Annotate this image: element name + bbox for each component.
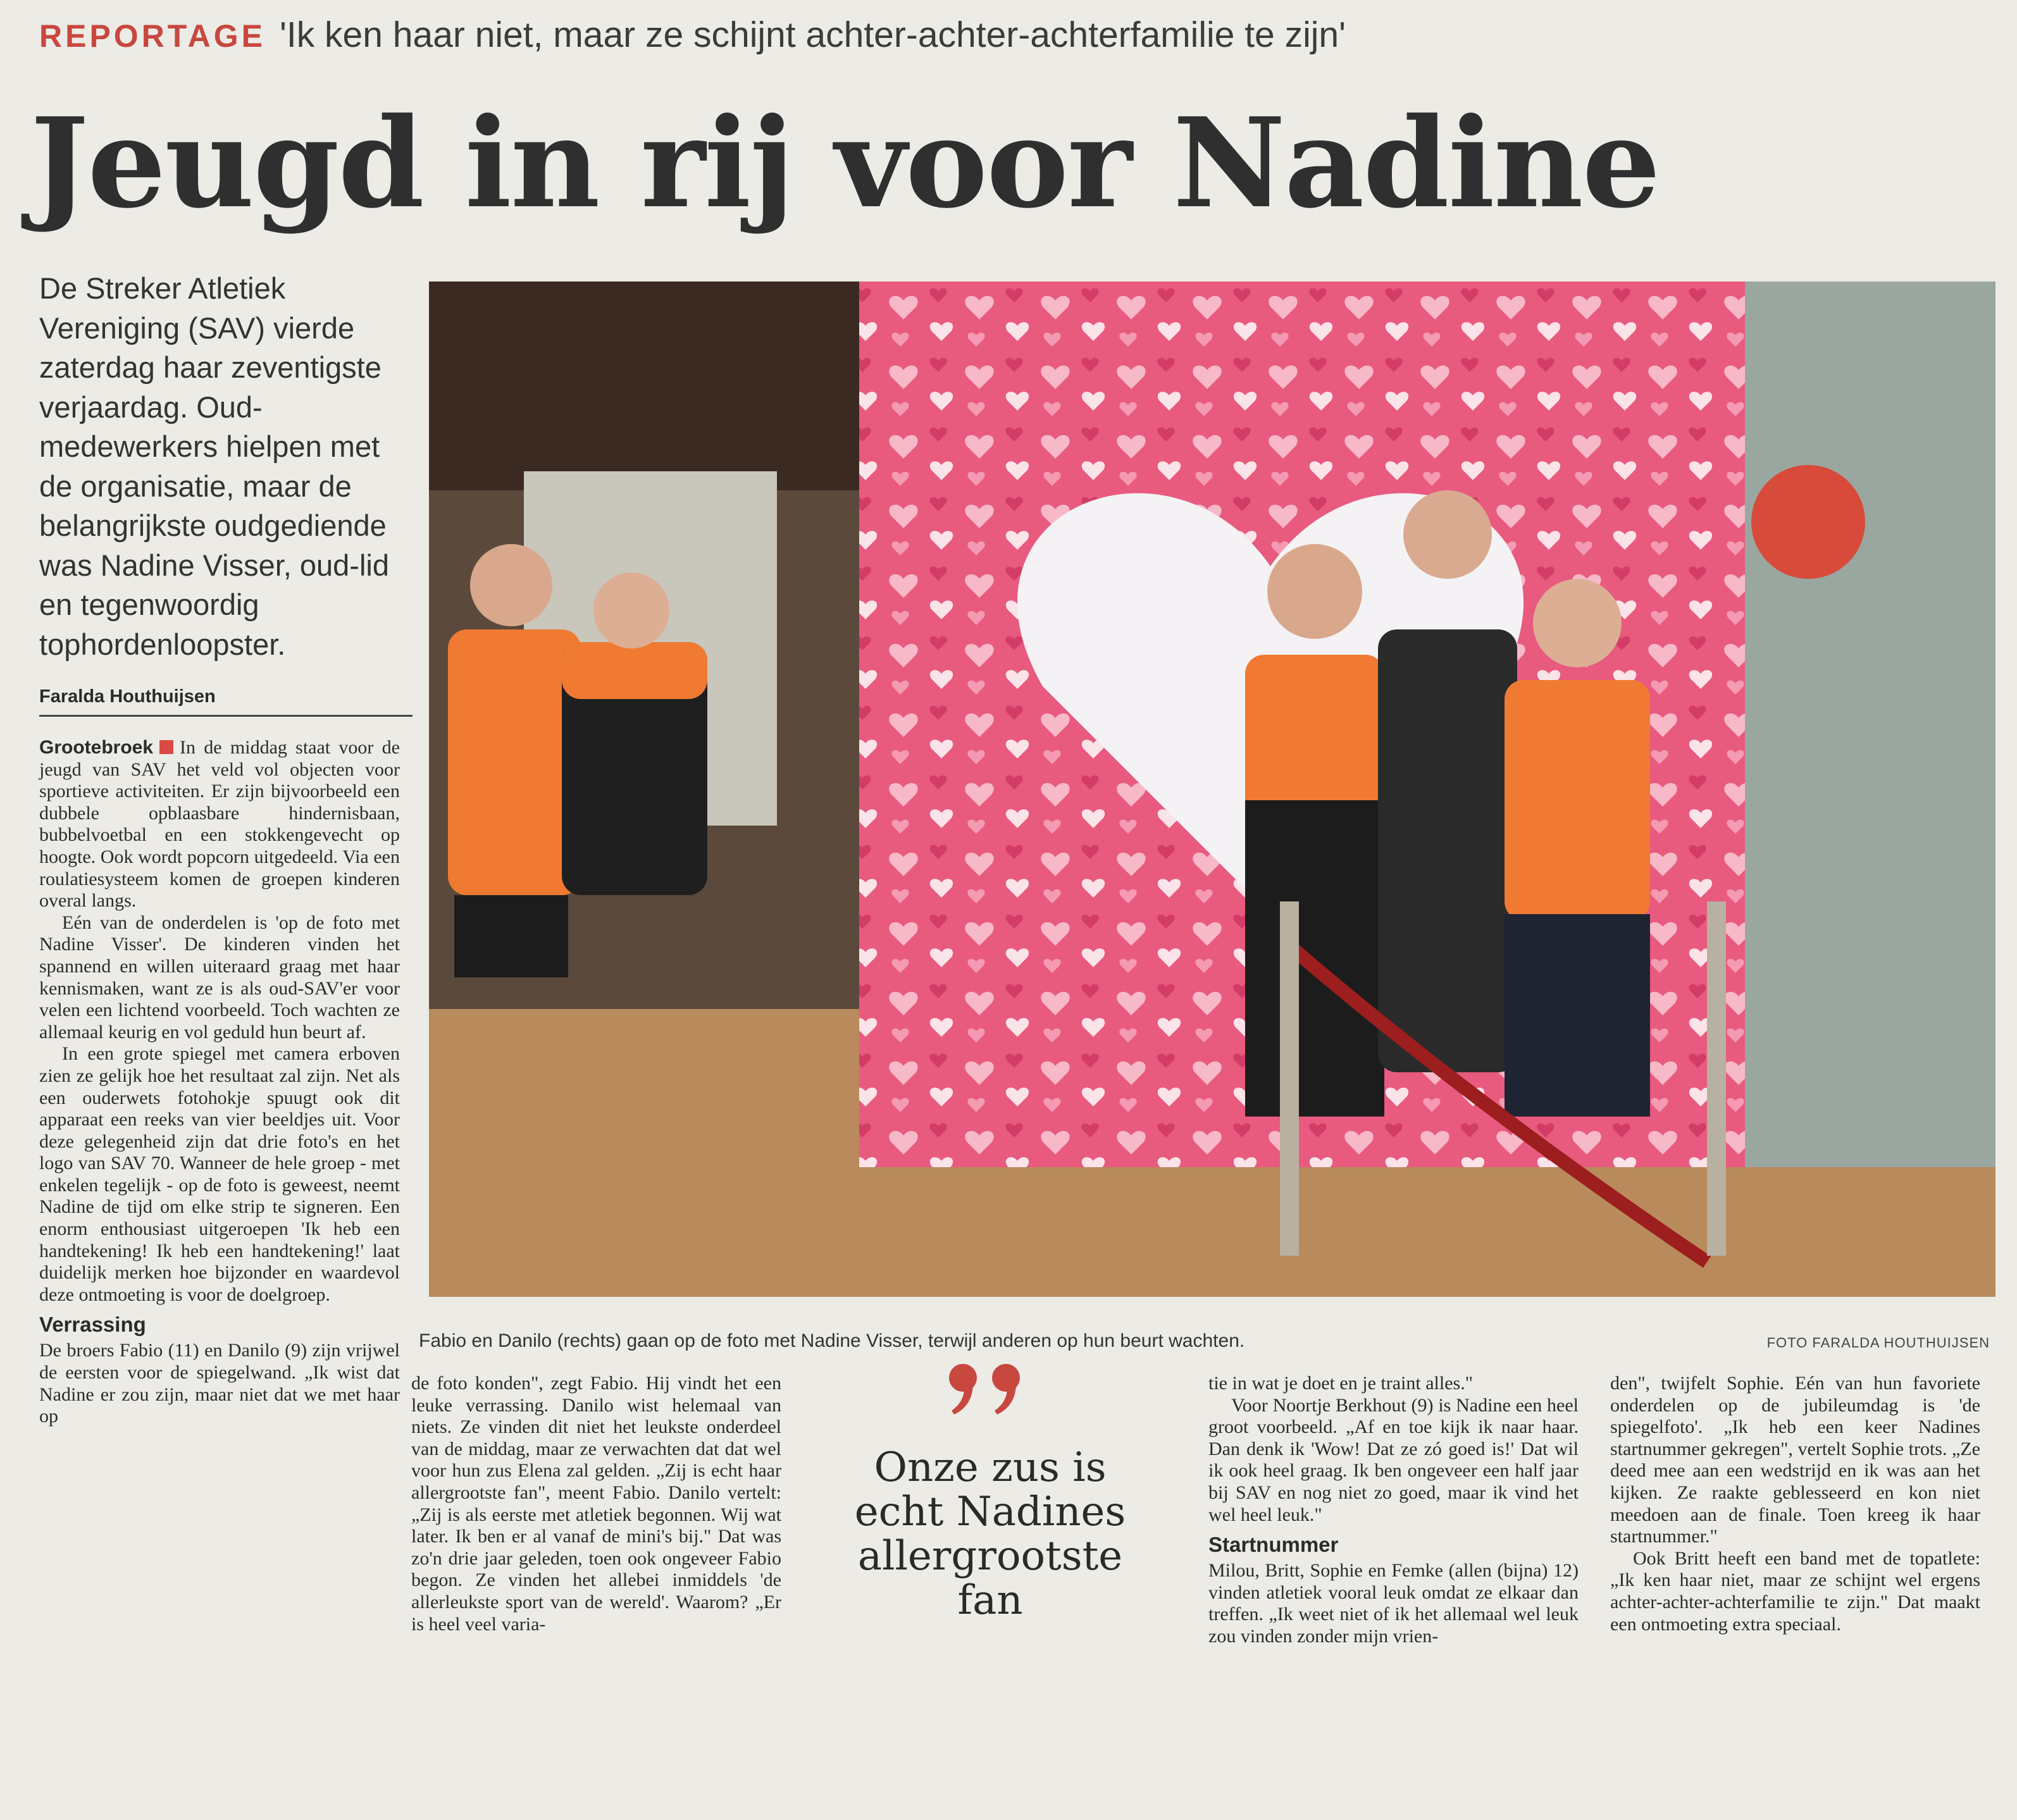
dateline: Grootebroek bbox=[39, 737, 154, 758]
paragraph: Milou, Britt, Sophie en Femke (allen (bijna) 12) vinden atletiek vooral leuk omdat ze elkaar dan treffen. „Ik weet niet of ik het allemaal wel leuk zou vinden zonder mijn vrien- bbox=[1208, 1560, 1579, 1647]
kicker bbox=[39, 14, 1346, 58]
section-label: REPORTAGE bbox=[39, 18, 266, 54]
photo-illustration bbox=[429, 282, 1995, 1297]
subheading-verrassing: Verrassing bbox=[39, 1313, 146, 1337]
paragraph: Eén van de onderdelen is 'op de foto met Nadine Visser'. De kinderen vinden het spannend en willen uiteraard graag met haar kennismaken, want ze is als oud-SAV'er voor velen een lichtend voorbeeld. Toch wachten ze allemaal keurig en vol geduld hun beurt af. bbox=[39, 912, 400, 1043]
kicker-quote: 'Ik ken haar niet, maar ze schijnt achter-achter-achterfamilie te zijn' bbox=[280, 15, 1346, 55]
article-column-2 bbox=[411, 1373, 781, 1635]
paragraph: Ook Britt heeft een band met de topatlete: „Ik ken haar niet, maar ze schijnt wel ergens achter-achter-achterfamilie te zijn." Dat maakt een ontmoeting extra speciaal. bbox=[1610, 1547, 1980, 1635]
headline: Jeugd in rij voor Nadine bbox=[30, 90, 1660, 235]
dateline-square-icon bbox=[159, 740, 173, 754]
photo-caption: Fabio en Danilo (rechts) gaan op de foto met Nadine Visser, terwijl anderen op hun beurt wachten. bbox=[419, 1330, 1245, 1351]
byline: Faralda Houthuijsen bbox=[39, 686, 413, 717]
paragraph bbox=[39, 737, 400, 912]
paragraph: de foto konden", zegt Fabio. Hij vindt het een leuke verrassing. Danilo wist helemaal van niets. Ze vinden dit niet het leukste onderdeel van de middag, maar ze verwachten dat dat wel voor hun zus Elena zal gelden. „Zij is echt haar allergrootste fan", meent Fabio. Danilo vertelt: „Zij is als eerste met atletiek begonnen. Wij wat later. Ik ben er al vanaf de mini's bij." Dat was zo'n drie jaar geleden, toen ook ongeveer Fabio begon. Ze vinden het allebei inmiddels 'de allerleukste sport van de wereld'. Waarom? „Er is heel veel varia- bbox=[411, 1373, 781, 1635]
quote-mark-icon bbox=[943, 1360, 1031, 1417]
pull-quote: Onze zus is echt Nadines allergrootste fan bbox=[854, 1444, 1126, 1624]
article-photo bbox=[429, 282, 1995, 1297]
paragraph-text: In de middag staat voor de jeugd van SAV het veld vol objecten voor sportieve activiteiten. Er zijn bijvoorbeeld een dubbele opblaasbare hindernisbaan, bubbelvoetbal en een stokkengevecht op hoogte. Ook wordt popcorn uitgedeeld. Via een roulatiesysteem komen de groepen kinderen overal langs. bbox=[39, 737, 400, 912]
lead-paragraph: De Streker Atletiek Vereniging (SAV) vierde zaterdag haar zeventigste verjaardag. Oud-medewerkers hielpen met de organisatie, maar de belangrijkste oudgediende was Nadine Visser, oud-lid en tegenwoordig tophordenloopster. bbox=[39, 271, 389, 661]
article-column-1 bbox=[39, 737, 400, 1428]
photo-credit: FOTO FARALDA HOUTHUIJSEN bbox=[1766, 1335, 1990, 1351]
paragraph: den", twijfelt Sophie. Eén van hun favoriete onderdelen op de jubileumdag is 'de spiegelfoto'. „Ik heb een keer Nadines startnummer gekregen", vertelt Sophie trots. „Ze deed mee aan een wedstrijd en ik was aan het kijken. Ze raakte geblesseerd en kon niet meedoen aan de finale. Toen kreeg ik haar startnummer." bbox=[1610, 1373, 1980, 1547]
article-column-4 bbox=[1610, 1373, 1980, 1635]
article-column-3 bbox=[1208, 1373, 1579, 1648]
paragraph: In een grote spiegel met camera erboven zien ze gelijk hoe het resultaat zal zijn. Net als een ouderwets fotohokje spuugt ook dit apparaat een reeks van vier beeldjes uit. Voor deze gelegenheid zijn dat drie foto's en het logo van SAV 70. Wanneer de hele groep - met enkelen tegelijk - op de foto is geweest, neemt Nadine de tijd om elke strip te signeren. Een enorm enthousiast uitgeroepen 'Ik heb een handtekening! Ik heb een handtekening!' laat duidelijk merken hoe bijzonder en waardevol deze ontmoeting is voor de doelgroep. bbox=[39, 1043, 400, 1305]
paragraph: tie in wat je doet en je traint alles." bbox=[1208, 1373, 1473, 1394]
subheading-startnummer: Startnummer bbox=[1208, 1533, 1339, 1557]
paragraph: De broers Fabio (11) en Danilo (9) zijn vrijwel de eersten voor de spiegelwand. „Ik wist dat Nadine er zou zijn, maar niet dat we met haar op bbox=[39, 1340, 400, 1427]
paragraph: Voor Noortje Berkhout (9) is Nadine een heel groot voorbeeld. „Af en toe kijk ik naar haar. Dan denk ik 'Wow! Dat ze zó goed is!' Dat wil ik ook heel graag. Ik ben ongeveer een half jaar bij SAV en nog niet zo goed, maar ik vind het wel heel leuk." bbox=[1208, 1394, 1579, 1525]
